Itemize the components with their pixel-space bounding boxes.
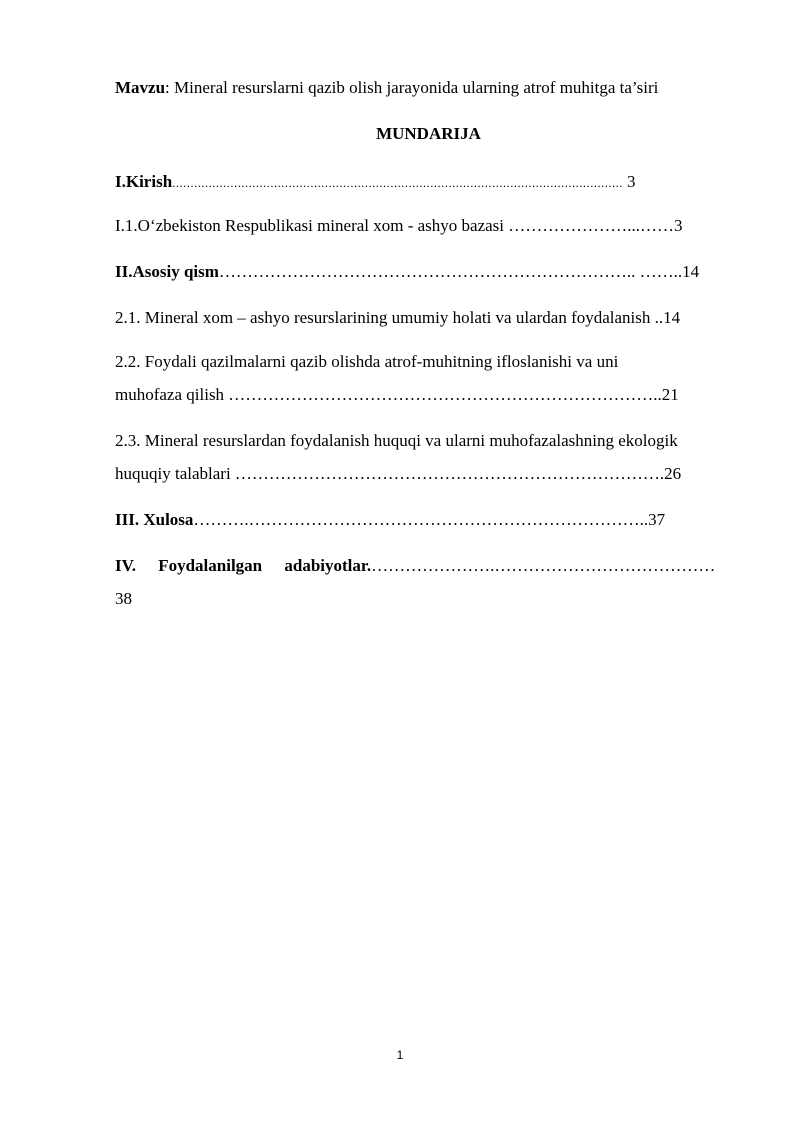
toc-kirish-page: 3	[622, 172, 636, 191]
toc-entry-kirish	[115, 172, 742, 193]
topic-label: Mavzu	[115, 78, 166, 97]
toc-kirish-leader: ............................................................................................................................	[172, 176, 623, 190]
toc-adabiyotlar-page: 38	[115, 589, 132, 608]
toc-entry-2-1: 2.1. Mineral xom – ashyo resurslarining umumiy holati va ulardan foydalanish ..14	[115, 308, 681, 327]
toc-entry-asosiy	[115, 262, 742, 282]
toc-adabiyotlar-leader: ………………….…………………………………	[371, 556, 716, 575]
toc-entry-2-2-line2: muhofaza qilish …………………………………………………………………..21	[115, 385, 679, 404]
topic-line	[115, 78, 742, 98]
toc-entry-adabiyotlar	[115, 556, 742, 576]
toc-asosiy-label: II.Asosiy qism	[115, 262, 219, 281]
toc-entry-2-2-line1: 2.2. Foydali qazilmalarni qazib olishda atrof-muhitning ifloslanishi va uni	[115, 352, 619, 371]
toc-asosiy-leader: ……………………………………………………………….. ……..14	[218, 262, 700, 281]
contents-heading: MUNDARIJA	[376, 124, 481, 143]
toc-adabiyotlar-label: IV. Foydalanilgan adabiyotlar.	[115, 556, 372, 575]
toc-xulosa-label: III. Xulosa	[115, 510, 194, 529]
toc-entry-xulosa	[115, 510, 742, 530]
topic-text: : Mineral resurslarni qazib olish jarayonida ularning atrof muhitga ta’siri	[165, 78, 659, 97]
toc-entry-2-3-line1: 2.3. Mineral resurslardan foydalanish huquqi va ularni muhofazalashning ekologik	[115, 431, 678, 450]
toc-xulosa-leader: ……….……………………………………………………………..37	[193, 510, 666, 529]
toc-entry-1-1: I.1.O‘zbekiston Respublikasi mineral xom - ashyo bazasi …………………...……3	[115, 216, 683, 235]
toc-kirish-label: I.Kirish	[115, 172, 173, 191]
page-number: 1	[396, 1048, 404, 1062]
toc-entry-2-3-line2: huquqiy talablari ………………………………………………………………….26	[115, 464, 682, 483]
